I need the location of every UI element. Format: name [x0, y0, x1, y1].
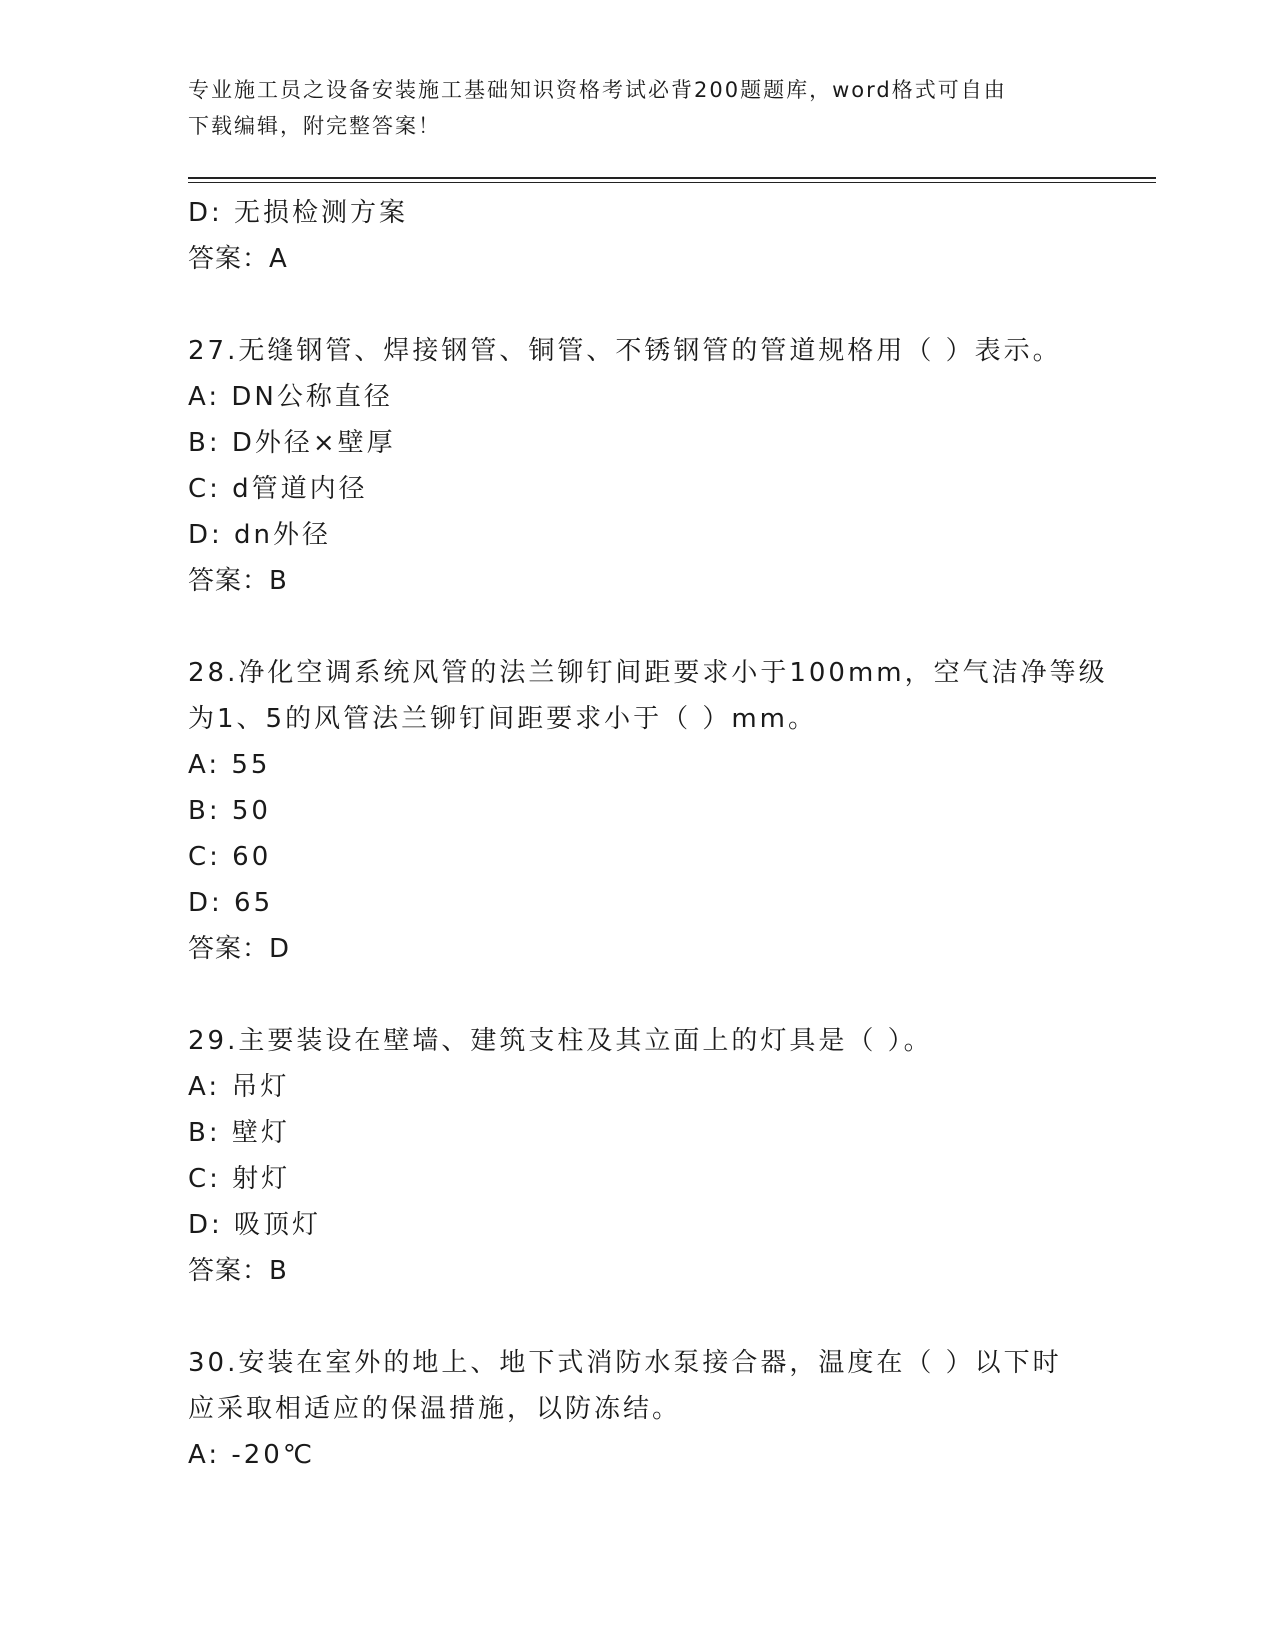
- header-line-2: 下载编辑，附完整答案！: [188, 114, 441, 138]
- q29-option-b: B: 壁灯: [188, 1118, 290, 1148]
- q30-stem-line-2: 应采取相适应的保温措施，以防冻结。: [188, 1394, 682, 1424]
- document-header: [188, 72, 1088, 144]
- q28-option-a: A: 55: [188, 750, 271, 780]
- q29-stem: 29.主要装设在壁墙、建筑支柱及其立面上的灯具是（ ）。: [188, 1026, 933, 1056]
- q28-option-d: D: 65: [188, 888, 274, 918]
- q27-stem: 27.无缝钢管、焊接钢管、铜管、不锈钢管的管道规格用（ ）表示。: [188, 336, 1062, 366]
- q27-answer: 答案：B: [188, 566, 288, 596]
- header-divider-thick: [188, 177, 1156, 179]
- q28-answer: 答案：D: [188, 934, 291, 964]
- q27-option-d: D: dn外径: [188, 520, 332, 550]
- q29-answer: 答案：B: [188, 1256, 288, 1286]
- q27-option-b: B: D外径×壁厚: [188, 428, 396, 458]
- q28-stem-line-2: 为1、5的风管法兰铆钉间距要求小于（ ）mm。: [188, 704, 818, 734]
- q28-stem-line-1: 28.净化空调系统风管的法兰铆钉间距要求小于100mm，空气洁净等级: [188, 658, 1108, 688]
- header-divider-thin: [188, 182, 1156, 183]
- q29-option-a: A: 吊灯: [188, 1072, 290, 1102]
- q30-option-a: A: -20℃: [188, 1440, 316, 1470]
- q29-option-d: D: 吸顶灯: [188, 1210, 322, 1240]
- question-list: [188, 190, 1108, 1478]
- header-line-1: 专业施工员之设备安装施工基础知识资格考试必背200题题库，word格式可自由: [188, 78, 1007, 102]
- q27-option-a: A: DN公称直径: [188, 382, 393, 412]
- q28-option-b: B: 50: [188, 796, 271, 826]
- q28-option-c: C: 60: [188, 842, 272, 872]
- prev-answer: 答案：A: [188, 244, 288, 274]
- prev-option-d: D: 无损检测方案: [188, 198, 409, 228]
- q30-stem-line-1: 30.安装在室外的地上、地下式消防水泵接合器，温度在（ ）以下时: [188, 1348, 1062, 1378]
- q27-option-c: C: d管道内径: [188, 474, 368, 504]
- q29-option-c: C: 射灯: [188, 1164, 291, 1194]
